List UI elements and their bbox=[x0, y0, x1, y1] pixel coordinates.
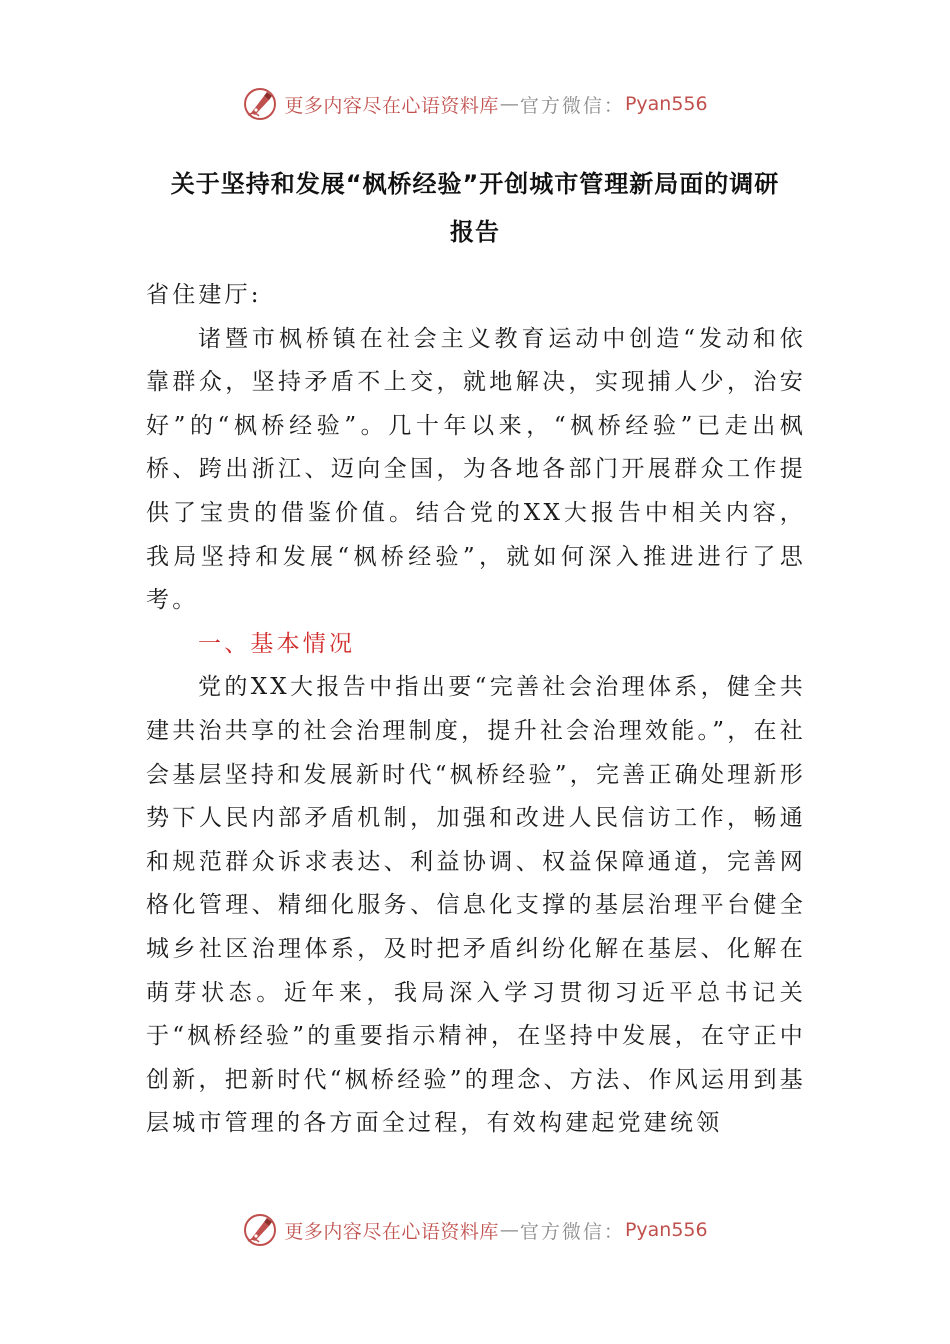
watermark-separator: — bbox=[499, 1219, 519, 1241]
watermark-wechat-id: Pyan556 bbox=[624, 1219, 708, 1241]
watermark-label: 官方微信： bbox=[519, 1220, 625, 1243]
watermark-banner-top bbox=[0, 84, 950, 124]
watermark-separator: — bbox=[499, 93, 519, 115]
watermark-label: 官方微信： bbox=[519, 94, 625, 117]
watermark-wechat-id: Pyan556 bbox=[624, 93, 708, 115]
watermark-main-text: 更多内容尽在心语资料库 bbox=[284, 94, 499, 117]
pen-nib-logo-icon bbox=[242, 86, 278, 122]
salutation: 省住建厅: bbox=[146, 282, 262, 308]
section-heading-basic-situation: 一、基本情况 bbox=[198, 630, 356, 657]
title-line-1: 关于坚持和发展“枫桥经验”开创城市管理新局面的调研 bbox=[170, 170, 780, 198]
watermark-banner-bottom bbox=[0, 1210, 950, 1250]
document-body bbox=[146, 274, 806, 1146]
pen-nib-logo-icon bbox=[242, 1212, 278, 1248]
title-line-2: 报告 bbox=[450, 218, 500, 246]
document-title bbox=[140, 160, 810, 256]
paragraph-basic-situation: 党的XX大报告中指出要“完善社会治理体系，健全共建共治共享的社会治理制度，提升社会治理效能。”，在社会基层坚持和发展新时代“枫桥经验”，完善正确处理新形势下人民内部矛盾机制，加强和改进人民信访工作，畅通和规范群众诉求表达、利益协调、权益保障通道，完善网格化管理、精细化服务、信息化支撑的基层治理平台健全城乡社区治理体系，及时把矛盾纠纷化解在基层、化解在萌芽状态。近年来，我局深入学习贯彻习近平总书记关于“枫桥经验”的重要指示精神，在坚持中发展，在守正中创新，把新时代“枫桥经验”的理念、方法、作风运用到基层城市管理的各方面全过程，有效构建起党建统领 bbox=[146, 674, 806, 1137]
watermark-main-text: 更多内容尽在心语资料库 bbox=[284, 1220, 499, 1243]
paragraph-intro: 诸暨市枫桥镇在社会主义教育运动中创造“发动和依靠群众，坚持矛盾不上交，就地解决，实现捕人少，治安好”的“枫桥经验”。几十年以来，“枫桥经验”已走出枫桥、跨出浙江、迈向全国，为各地各部门开展群众工作提供了宝贵的借鉴价值。结合党的XX大报告中相关内容，我局坚持和发展“枫桥经验”，就如何深入推进进行了思考。 bbox=[146, 325, 806, 614]
